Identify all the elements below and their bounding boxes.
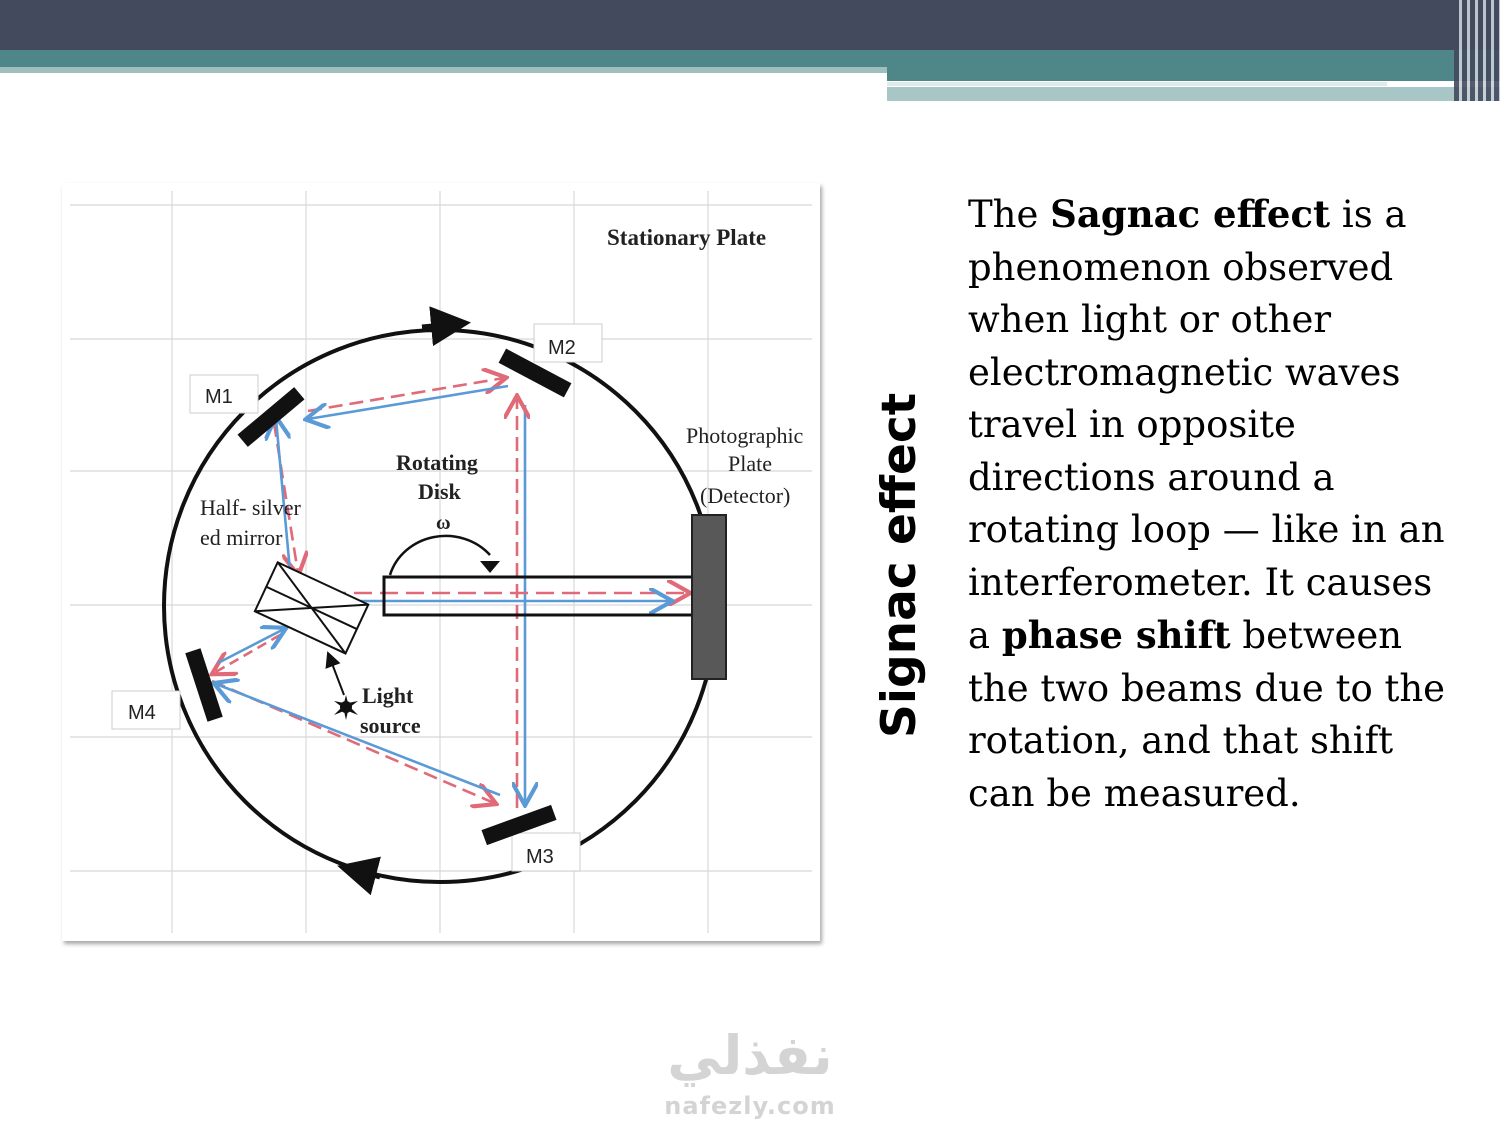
sagnac-diagram bbox=[62, 183, 820, 941]
light-source-label-line2: source bbox=[360, 713, 421, 738]
header-band-right bbox=[887, 67, 1500, 81]
light-source-icon bbox=[334, 695, 358, 720]
slide-description bbox=[968, 188, 1448, 820]
desc-text-2: is a phenomenon observed when light or other electromagnetic waves travel in opposite directions around a rotating loop — like in an interferometer. It causes a bbox=[968, 193, 1445, 657]
desc-text-1: The bbox=[968, 193, 1051, 236]
sagnac-diagram-figure bbox=[62, 183, 820, 941]
header-band-right-highlight bbox=[887, 82, 1387, 86]
m4-label: M4 bbox=[128, 702, 156, 724]
rotating-disk-label-line2: Disk bbox=[418, 479, 461, 504]
header-band-light bbox=[0, 67, 890, 73]
photographic-label-line1: Photographic bbox=[686, 423, 804, 448]
header-band-teal bbox=[0, 50, 1500, 67]
header-band-right-lower bbox=[887, 87, 1500, 101]
slide-title: Signac effect bbox=[872, 392, 927, 738]
rotating-disk-label-line1: Rotating bbox=[396, 450, 478, 475]
photographic-plate-detector bbox=[692, 515, 726, 679]
m1-label: M1 bbox=[205, 386, 233, 408]
light-source-label-line1: Light bbox=[362, 683, 414, 708]
watermark-arabic: نفذلي bbox=[667, 1024, 833, 1087]
rotation-arrow-top bbox=[422, 323, 466, 327]
header-band-dark bbox=[0, 0, 1500, 50]
desc-bold-sagnac: Sagnac effect bbox=[1050, 192, 1331, 236]
header-edge-stripes bbox=[1454, 0, 1500, 101]
m2-label: M2 bbox=[548, 337, 576, 359]
watermark-latin: nafezly.com bbox=[664, 1092, 836, 1120]
desc-bold-phase-shift: phase shift bbox=[1001, 613, 1231, 657]
m3-label: M3 bbox=[526, 846, 554, 868]
omega-label: ω bbox=[436, 512, 451, 534]
photographic-label-line2: Plate bbox=[728, 451, 772, 476]
light-source-arrow bbox=[328, 653, 344, 695]
half-silvered-label-line1: Half- silver bbox=[200, 495, 301, 520]
half-silvered-label-line2: ed mirror bbox=[200, 525, 283, 550]
rotating-disk-bar bbox=[384, 577, 694, 615]
desc-text-3: between the two beams due to the rotation, and that shift can be measured. bbox=[968, 614, 1446, 815]
stationary-plate-label: Stationary Plate bbox=[607, 225, 767, 250]
photographic-label-line3: (Detector) bbox=[700, 483, 791, 508]
